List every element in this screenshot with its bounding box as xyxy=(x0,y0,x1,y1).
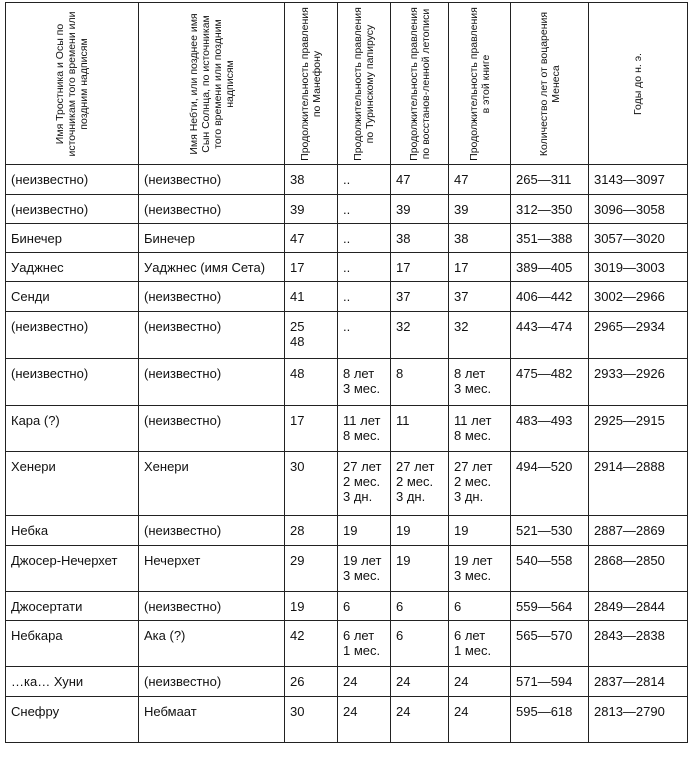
cell-manetho xyxy=(285,253,338,282)
cell-text: 8 лет 3 мес. xyxy=(454,366,492,396)
cell-text: 6 xyxy=(343,599,351,614)
cell-text: 26 xyxy=(290,674,305,689)
cell-text: 17 xyxy=(290,413,305,428)
cell-text: Бинечер xyxy=(11,231,63,246)
cell-this-book xyxy=(449,165,511,195)
cell-manetho xyxy=(285,452,338,516)
cell-years-bc xyxy=(589,165,688,195)
cell-this-book xyxy=(449,224,511,253)
cell-text: .. xyxy=(343,260,351,275)
cell-years-from-menes xyxy=(511,359,589,406)
cell-text: Джосертати xyxy=(11,599,83,614)
cell-text: (неизвестно) xyxy=(144,202,222,217)
cell-text: Хенери xyxy=(144,459,189,474)
cell-years-bc xyxy=(589,282,688,312)
cell-years-bc xyxy=(589,516,688,546)
cell-text: 32 xyxy=(396,319,411,334)
cell-text: 32 xyxy=(454,319,469,334)
cell-manetho xyxy=(285,312,338,359)
cell-manetho xyxy=(285,592,338,621)
dynasty-table xyxy=(5,2,688,743)
cell-years-from-menes xyxy=(511,546,589,592)
cell-text: 494—520 xyxy=(516,459,573,474)
cell-text: 2849—2844 xyxy=(594,599,665,614)
cell-text: 30 xyxy=(290,459,305,474)
cell-annals xyxy=(391,452,449,516)
cell-text: Сенди xyxy=(11,289,50,304)
cell-text: 3096—3058 xyxy=(594,202,665,217)
cell-reed-wasp-name xyxy=(6,282,139,312)
cell-text: 17 xyxy=(396,260,411,275)
table-row xyxy=(6,359,688,406)
cell-turin-papyrus xyxy=(338,667,391,697)
cell-years-bc xyxy=(589,195,688,224)
col-header-manetho: Продолжительность правления по Манефону xyxy=(285,3,338,165)
cell-annals xyxy=(391,224,449,253)
cell-text: 39 xyxy=(290,202,305,217)
cell-years-bc xyxy=(589,667,688,697)
cell-text: 19 xyxy=(396,553,411,568)
cell-text: Кара (?) xyxy=(11,413,60,428)
cell-turin-papyrus xyxy=(338,195,391,224)
cell-reed-wasp-name xyxy=(6,621,139,667)
cell-years-bc xyxy=(589,253,688,282)
table-row xyxy=(6,667,688,697)
cell-years-from-menes xyxy=(511,224,589,253)
table-row xyxy=(6,195,688,224)
cell-text: 11 лет 8 мес. xyxy=(454,413,492,443)
cell-turin-papyrus xyxy=(338,282,391,312)
col-header-nebti-name: Имя Небти, или позднее имя Сын Солнца, по источникам того времени или поздним надписям xyxy=(139,3,285,165)
cell-reed-wasp-name xyxy=(6,592,139,621)
cell-text: 475—482 xyxy=(516,366,573,381)
cell-text: 559—564 xyxy=(516,599,573,614)
cell-nebti-name xyxy=(139,195,285,224)
cell-text: 312—350 xyxy=(516,202,573,217)
cell-reed-wasp-name xyxy=(6,697,139,743)
cell-nebti-name xyxy=(139,165,285,195)
cell-reed-wasp-name xyxy=(6,165,139,195)
table-row xyxy=(6,406,688,452)
cell-text: 28 xyxy=(290,523,305,538)
cell-text: …ка… Хуни xyxy=(11,674,84,689)
cell-text: 2868—2850 xyxy=(594,553,665,568)
cell-years-from-menes xyxy=(511,165,589,195)
cell-text: .. xyxy=(343,319,351,334)
cell-text: 38 xyxy=(396,231,411,246)
cell-annals xyxy=(391,697,449,743)
table-row xyxy=(6,592,688,621)
cell-turin-papyrus xyxy=(338,697,391,743)
cell-this-book xyxy=(449,667,511,697)
cell-manetho xyxy=(285,359,338,406)
cell-annals xyxy=(391,359,449,406)
cell-text: 6 xyxy=(396,628,404,643)
cell-text: 24 xyxy=(396,704,411,719)
cell-nebti-name xyxy=(139,516,285,546)
cell-text: 565—570 xyxy=(516,628,573,643)
cell-text: .. xyxy=(343,231,351,246)
cell-years-bc xyxy=(589,621,688,667)
cell-text: 19 xyxy=(343,523,358,538)
cell-reed-wasp-name xyxy=(6,312,139,359)
table-row xyxy=(6,516,688,546)
cell-annals xyxy=(391,667,449,697)
cell-text: 2837—2814 xyxy=(594,674,665,689)
cell-annals xyxy=(391,592,449,621)
cell-text: 6 xyxy=(454,599,462,614)
table-row xyxy=(6,546,688,592)
cell-text: 37 xyxy=(396,289,411,304)
cell-nebti-name xyxy=(139,312,285,359)
cell-years-bc xyxy=(589,546,688,592)
cell-text: .. xyxy=(343,202,351,217)
cell-text: (неизвестно) xyxy=(144,289,222,304)
cell-manetho xyxy=(285,224,338,253)
cell-text: Нечерхет xyxy=(144,553,201,568)
cell-text: 6 лет 1 мес. xyxy=(454,628,492,658)
cell-text: 38 xyxy=(290,172,305,187)
cell-this-book xyxy=(449,546,511,592)
cell-nebti-name xyxy=(139,359,285,406)
cell-turin-papyrus xyxy=(338,224,391,253)
cell-this-book xyxy=(449,195,511,224)
cell-years-from-menes xyxy=(511,195,589,224)
cell-text: 24 xyxy=(343,674,358,689)
cell-nebti-name xyxy=(139,406,285,452)
cell-text: 2925—2915 xyxy=(594,413,665,428)
cell-this-book xyxy=(449,697,511,743)
cell-text: 17 xyxy=(454,260,469,275)
cell-text: 27 лет 2 мес. 3 дн. xyxy=(396,459,435,504)
cell-text: 2813—2790 xyxy=(594,704,665,719)
cell-text: (неизвестно) xyxy=(144,319,222,334)
cell-manetho xyxy=(285,165,338,195)
cell-text: 48 xyxy=(290,366,305,381)
cell-text: 24 xyxy=(343,704,358,719)
table-row xyxy=(6,312,688,359)
cell-text: 265—311 xyxy=(516,172,572,187)
header-row xyxy=(6,3,688,165)
cell-reed-wasp-name xyxy=(6,224,139,253)
cell-text: 3143—3097 xyxy=(594,172,665,187)
cell-years-from-menes xyxy=(511,282,589,312)
cell-text: 38 xyxy=(454,231,469,246)
cell-text: 2843—2838 xyxy=(594,628,665,643)
cell-reed-wasp-name xyxy=(6,406,139,452)
cell-text: 47 xyxy=(396,172,411,187)
cell-text: 19 xyxy=(454,523,469,538)
cell-text: 25 48 xyxy=(290,319,305,349)
cell-text: (неизвестно) xyxy=(144,172,222,187)
cell-text: 27 лет 2 мес. 3 дн. xyxy=(343,459,382,504)
cell-text: 8 лет 3 мес. xyxy=(343,366,381,396)
cell-text: 2933—2926 xyxy=(594,366,665,381)
cell-text: (неизвестно) xyxy=(11,319,89,334)
cell-turin-papyrus xyxy=(338,452,391,516)
cell-nebti-name xyxy=(139,282,285,312)
cell-reed-wasp-name xyxy=(6,359,139,406)
cell-text: 39 xyxy=(454,202,469,217)
cell-text: 11 xyxy=(396,413,410,428)
cell-text: Джосер-Нечерхет xyxy=(11,553,118,568)
table-row xyxy=(6,224,688,253)
col-header-years-from-menes: Количество лет от воцарения Менеса xyxy=(511,3,589,165)
table-row xyxy=(6,253,688,282)
cell-turin-papyrus xyxy=(338,406,391,452)
cell-manetho xyxy=(285,546,338,592)
cell-text: Уаджнес (имя Сета) xyxy=(144,260,266,275)
cell-this-book xyxy=(449,282,511,312)
cell-text: 2887—2869 xyxy=(594,523,665,538)
cell-text: 41 xyxy=(290,289,305,304)
cell-this-book xyxy=(449,516,511,546)
cell-this-book xyxy=(449,452,511,516)
cell-text: 6 лет 1 мес. xyxy=(343,628,381,658)
cell-text: (неизвестно) xyxy=(144,366,222,381)
table-row xyxy=(6,621,688,667)
cell-years-from-menes xyxy=(511,697,589,743)
cell-years-bc xyxy=(589,697,688,743)
cell-text: (неизвестно) xyxy=(11,172,89,187)
cell-text: 39 xyxy=(396,202,411,217)
cell-text: 571—594 xyxy=(516,674,573,689)
cell-manetho xyxy=(285,195,338,224)
cell-reed-wasp-name xyxy=(6,195,139,224)
cell-text: (неизвестно) xyxy=(144,599,222,614)
cell-text: Небкара xyxy=(11,628,63,643)
cell-text: Ака (?) xyxy=(144,628,186,643)
cell-years-from-menes xyxy=(511,667,589,697)
col-header-this-book: Продолжительность правления в этой книге xyxy=(449,3,511,165)
cell-annals xyxy=(391,546,449,592)
cell-years-from-menes xyxy=(511,253,589,282)
cell-reed-wasp-name xyxy=(6,516,139,546)
cell-text: 11 лет 8 мес. xyxy=(343,413,381,443)
cell-years-from-menes xyxy=(511,592,589,621)
cell-this-book xyxy=(449,406,511,452)
cell-text: (неизвестно) xyxy=(144,413,222,428)
cell-this-book xyxy=(449,592,511,621)
cell-years-bc xyxy=(589,592,688,621)
cell-text: 30 xyxy=(290,704,305,719)
cell-text: 406—442 xyxy=(516,289,573,304)
cell-years-bc xyxy=(589,312,688,359)
cell-nebti-name xyxy=(139,621,285,667)
cell-annals xyxy=(391,195,449,224)
cell-text: 47 xyxy=(290,231,305,246)
cell-text: Бинечер xyxy=(144,231,196,246)
cell-text: 29 xyxy=(290,553,305,568)
cell-nebti-name xyxy=(139,253,285,282)
cell-nebti-name xyxy=(139,697,285,743)
cell-text: Небка xyxy=(11,523,49,538)
cell-text: Снефру xyxy=(11,704,60,719)
col-header-years-bc: Годы до н. э. xyxy=(589,3,688,165)
cell-manetho xyxy=(285,406,338,452)
cell-text: Уаджнес xyxy=(11,260,64,275)
cell-annals xyxy=(391,621,449,667)
cell-manetho xyxy=(285,621,338,667)
cell-text: (неизвестно) xyxy=(11,202,89,217)
cell-turin-papyrus xyxy=(338,312,391,359)
cell-annals xyxy=(391,516,449,546)
cell-text: Небмаат xyxy=(144,704,197,719)
cell-turin-papyrus xyxy=(338,621,391,667)
cell-manetho xyxy=(285,697,338,743)
cell-text: 389—405 xyxy=(516,260,573,275)
cell-text: (неизвестно) xyxy=(11,366,89,381)
cell-turin-papyrus xyxy=(338,592,391,621)
cell-years-from-menes xyxy=(511,621,589,667)
cell-years-from-menes xyxy=(511,406,589,452)
cell-reed-wasp-name xyxy=(6,546,139,592)
cell-manetho xyxy=(285,667,338,697)
table-row xyxy=(6,452,688,516)
cell-turin-papyrus xyxy=(338,546,391,592)
cell-text: 19 лет 3 мес. xyxy=(454,553,493,583)
cell-years-bc xyxy=(589,224,688,253)
cell-years-from-menes xyxy=(511,312,589,359)
cell-text: 24 xyxy=(454,704,469,719)
cell-this-book xyxy=(449,312,511,359)
cell-nebti-name xyxy=(139,452,285,516)
cell-text: 17 xyxy=(290,260,305,275)
table-row xyxy=(6,165,688,195)
cell-text: 19 лет 3 мес. xyxy=(343,553,382,583)
cell-text: 3057—3020 xyxy=(594,231,665,246)
cell-annals xyxy=(391,165,449,195)
cell-nebti-name xyxy=(139,667,285,697)
cell-this-book xyxy=(449,621,511,667)
cell-text: 8 xyxy=(396,366,404,381)
cell-text: (неизвестно) xyxy=(144,674,222,689)
cell-text: 6 xyxy=(396,599,404,614)
cell-text: Хенери xyxy=(11,459,56,474)
cell-text: 19 xyxy=(396,523,411,538)
cell-text: 2965—2934 xyxy=(594,319,665,334)
cell-text: 540—558 xyxy=(516,553,573,568)
table-row xyxy=(6,282,688,312)
cell-text: 483—493 xyxy=(516,413,573,428)
cell-reed-wasp-name xyxy=(6,452,139,516)
cell-reed-wasp-name xyxy=(6,253,139,282)
cell-annals xyxy=(391,312,449,359)
cell-years-bc xyxy=(589,452,688,516)
cell-text: .. xyxy=(343,172,351,187)
cell-text: (неизвестно) xyxy=(144,523,222,538)
cell-text: 19 xyxy=(290,599,305,614)
cell-text: 24 xyxy=(396,674,411,689)
cell-nebti-name xyxy=(139,592,285,621)
cell-manetho xyxy=(285,282,338,312)
cell-manetho xyxy=(285,516,338,546)
table-row xyxy=(6,697,688,743)
cell-nebti-name xyxy=(139,224,285,253)
cell-annals xyxy=(391,253,449,282)
cell-text: 42 xyxy=(290,628,305,643)
cell-text: 37 xyxy=(454,289,469,304)
cell-years-from-menes xyxy=(511,452,589,516)
cell-text: 47 xyxy=(454,172,469,187)
cell-nebti-name xyxy=(139,546,285,592)
col-header-annals: Продолжительность правления по восстанов-ленной летописи xyxy=(391,3,449,165)
cell-annals xyxy=(391,406,449,452)
cell-annals xyxy=(391,282,449,312)
col-header-reed-wasp-name: Имя Тростника и Осы по источникам того времени или поздним надписям xyxy=(6,3,139,165)
cell-this-book xyxy=(449,253,511,282)
cell-text: 595—618 xyxy=(516,704,573,719)
cell-text: 443—474 xyxy=(516,319,573,334)
cell-years-bc xyxy=(589,359,688,406)
cell-this-book xyxy=(449,359,511,406)
cell-text: 521—530 xyxy=(516,523,573,538)
cell-turin-papyrus xyxy=(338,165,391,195)
cell-turin-papyrus xyxy=(338,253,391,282)
cell-text: 3002—2966 xyxy=(594,289,665,304)
cell-text: 351—388 xyxy=(516,231,573,246)
cell-text: 27 лет 2 мес. 3 дн. xyxy=(454,459,493,504)
cell-text: 3019—3003 xyxy=(594,260,665,275)
cell-text: 2914—2888 xyxy=(594,459,665,474)
cell-years-bc xyxy=(589,406,688,452)
cell-turin-papyrus xyxy=(338,516,391,546)
cell-text: 24 xyxy=(454,674,469,689)
cell-text: .. xyxy=(343,289,351,304)
cell-turin-papyrus xyxy=(338,359,391,406)
cell-reed-wasp-name xyxy=(6,667,139,697)
cell-years-from-menes xyxy=(511,516,589,546)
col-header-turin-papyrus: Продолжительность правления по Туринскому папирусу xyxy=(338,3,391,165)
